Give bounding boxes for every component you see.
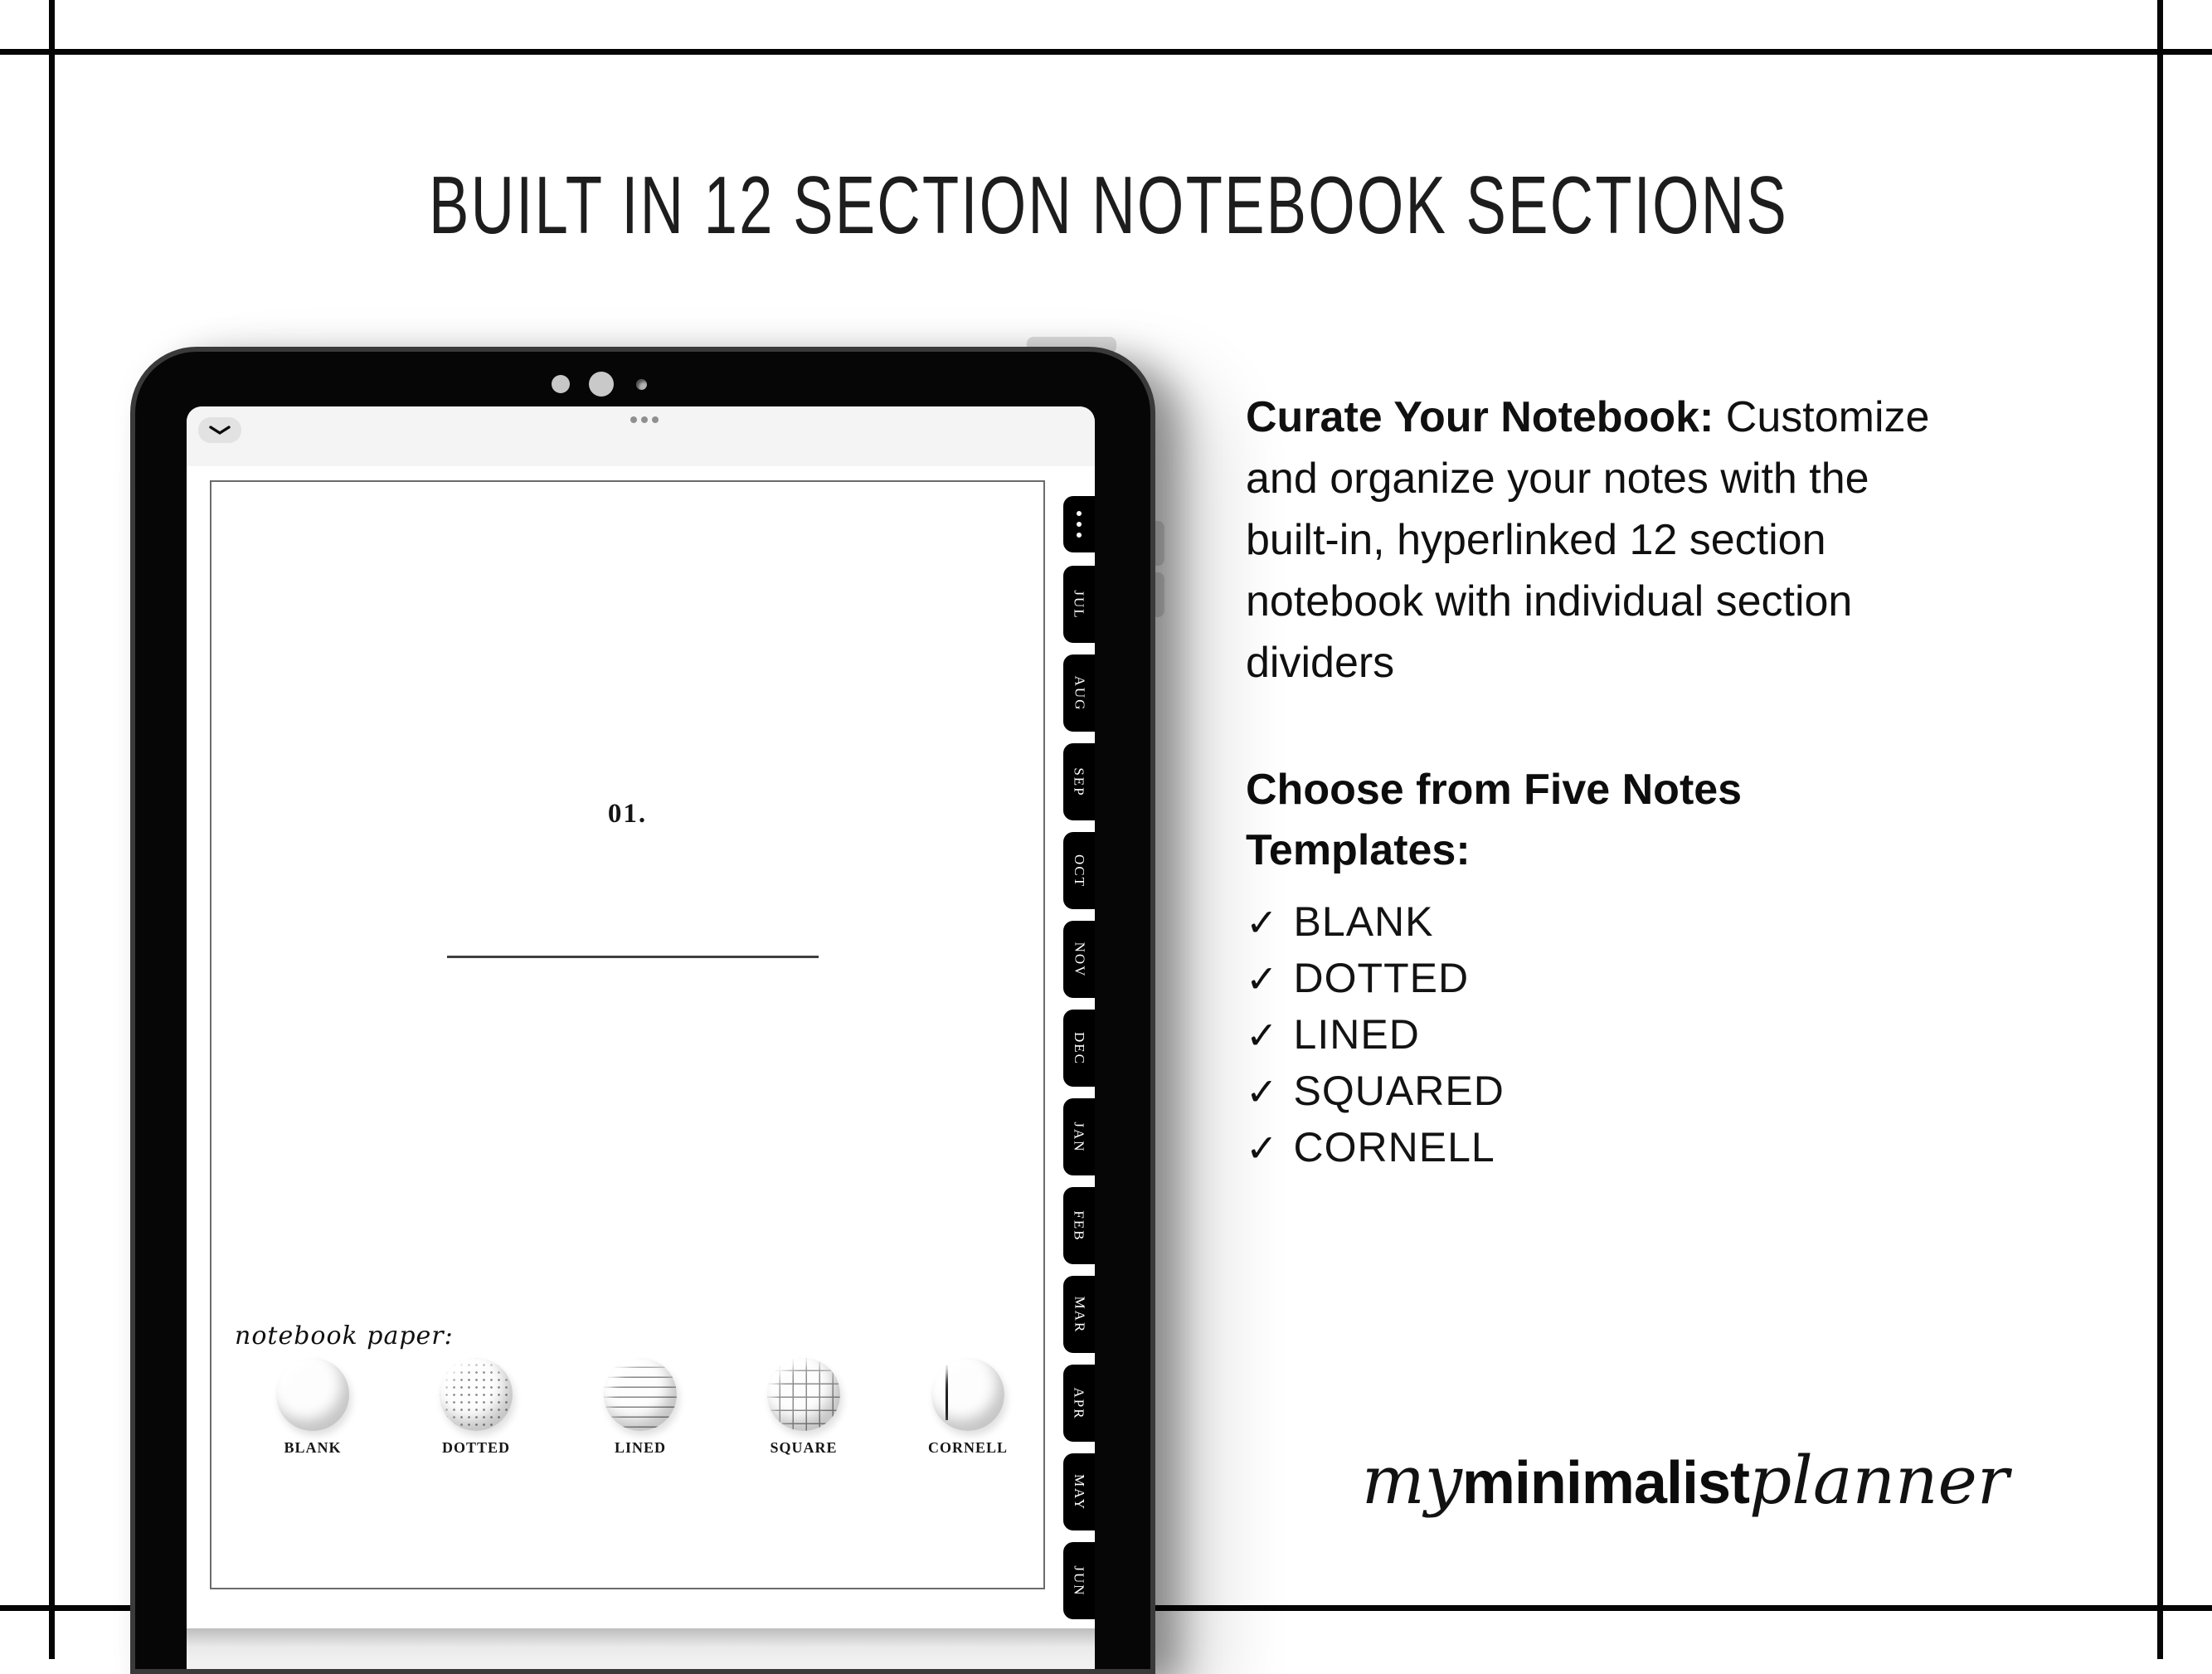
app-toolbar xyxy=(187,406,1095,466)
tab-jun[interactable]: JUN xyxy=(1063,1542,1095,1619)
paper-option-square[interactable]: SQUARE xyxy=(741,1358,866,1457)
camera-lens-icon xyxy=(589,372,614,397)
paper-option-cornell[interactable]: CORNELL xyxy=(906,1358,1030,1457)
lined-paper-icon[interactable] xyxy=(604,1358,677,1431)
section-title-line xyxy=(447,956,819,958)
tab-aug[interactable]: AUG xyxy=(1063,655,1095,732)
tab-feb[interactable]: FEB xyxy=(1063,1187,1095,1264)
checklist-item-blank: ✓ BLANK xyxy=(1246,898,1434,945)
camera-icon xyxy=(552,375,570,393)
checklist-item-dotted: ✓ DOTTED xyxy=(1246,955,1470,1001)
checklist-item-squared: ✓ SQUARED xyxy=(1246,1068,1505,1114)
paper-option-dotted[interactable]: DOTTED xyxy=(414,1358,538,1457)
tab-nov[interactable]: NOV xyxy=(1063,921,1095,998)
check-icon: ✓ xyxy=(1246,1013,1279,1058)
frame-line-right xyxy=(2157,0,2163,1659)
chevron-down-icon xyxy=(209,426,231,436)
check-icon: ✓ xyxy=(1246,900,1279,945)
templates-checklist xyxy=(1246,898,1505,1180)
ipad-mockup xyxy=(130,347,1155,1674)
intro-lead: Curate Your Notebook: xyxy=(1246,393,1714,441)
cornell-paper-icon[interactable] xyxy=(931,1358,1004,1431)
multitask-ellipsis-icon[interactable] xyxy=(630,416,659,423)
tab-menu[interactable] xyxy=(1063,496,1095,552)
tab-jan[interactable]: JAN xyxy=(1063,1098,1095,1175)
paper-heading: notebook paper: xyxy=(235,1321,454,1350)
section-number: 01. xyxy=(607,799,648,829)
checklist-item-lined: ✓ LINED xyxy=(1246,1011,1420,1058)
collapse-toolbar-button[interactable] xyxy=(198,417,241,443)
dotted-paper-icon[interactable] xyxy=(440,1358,513,1431)
tab-may[interactable]: MAY xyxy=(1063,1453,1095,1530)
check-icon: ✓ xyxy=(1246,1126,1279,1170)
kebab-menu-icon xyxy=(1077,511,1082,516)
intro-paragraph: Curate Your Notebook: Customize and organize your notes with the built-in, hyperlinked 12 section notebook with individual section dividers xyxy=(1246,393,1930,687)
tab-apr[interactable]: APR xyxy=(1063,1365,1095,1442)
brand-logo: myminimalistplanner xyxy=(1361,1442,2010,1519)
tab-jul[interactable]: JUL xyxy=(1063,566,1095,643)
notebook-section-page xyxy=(210,480,1045,1589)
ipad-screen xyxy=(187,406,1095,1669)
tab-mar[interactable]: MAR xyxy=(1063,1276,1095,1353)
camera-sensor-icon xyxy=(636,379,647,390)
tab-oct[interactable]: OCT xyxy=(1063,832,1095,909)
frame-line-top xyxy=(0,49,2212,55)
templates-subheading: Choose from Five Notes Templates: xyxy=(1246,766,1743,874)
tab-sep[interactable]: SEP xyxy=(1063,743,1095,820)
screen-bottom-band xyxy=(187,1628,1095,1669)
blank-paper-icon[interactable] xyxy=(276,1358,349,1431)
paper-option-lined[interactable]: LINED xyxy=(578,1358,702,1457)
square-paper-icon[interactable] xyxy=(767,1358,840,1431)
tab-dec[interactable]: DEC xyxy=(1063,1010,1095,1087)
check-icon: ✓ xyxy=(1246,1069,1279,1114)
frame-line-left xyxy=(49,0,55,1659)
check-icon: ✓ xyxy=(1246,956,1279,1001)
checklist-item-cornell: ✓ CORNELL xyxy=(1246,1124,1495,1170)
page-title: BUILT IN 12 SECTION NOTEBOOK SECTIONS xyxy=(429,159,1788,251)
paper-option-blank[interactable]: BLANK xyxy=(250,1358,375,1457)
